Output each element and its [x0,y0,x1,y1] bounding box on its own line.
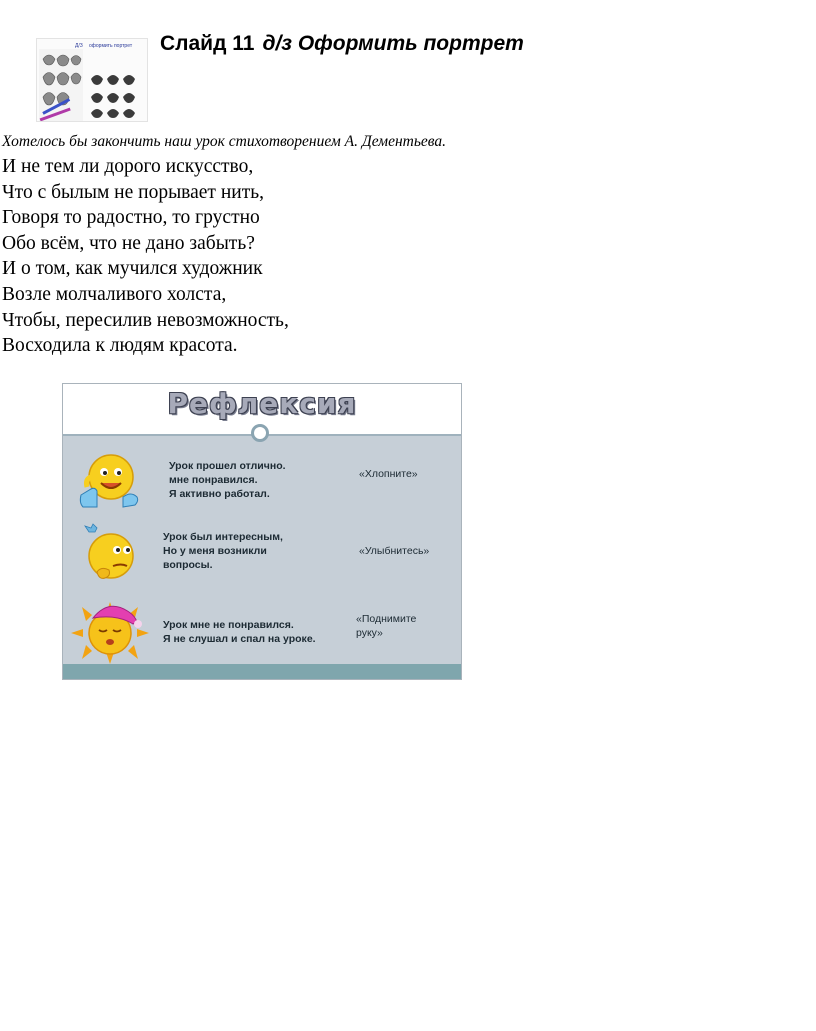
poem-line: И не тем ли дорого искусство, [2,156,254,177]
slide-number-label: Слайд 11 [160,32,255,55]
poem-line: И о том, как мучился художник [2,258,263,280]
reflection-row-excellent [63,447,461,517]
thumbnail-header-left: Д/З [75,43,83,49]
reflection-row-questions [63,522,461,592]
sleeping-sun-icon [65,596,155,668]
row-action: «Хлопните» [359,468,418,480]
statement-line: Я активно работал. [169,488,270,500]
row-statement [163,618,316,646]
poem [2,154,289,359]
action-line: руку» [356,627,383,639]
statement-line: Урок был интересным, [163,531,283,543]
hairstyle-sketches-icon [37,39,148,122]
reflection-row-disliked [63,596,461,666]
row-action [356,612,416,640]
reflection-title: Рефлексия [167,387,357,420]
thumbnail-header-right: оформить портрет [89,43,133,49]
row-action: «Улыбнитесь» [359,545,430,557]
poem-line: Что с былым не порывает нить, [2,181,264,203]
statement-line: вопросы. [163,559,213,571]
thinking-smiley-icon [73,522,149,590]
statement-line: Я не слушал и спал на уроке. [163,633,316,645]
homework-label: д/з Оформить портрет [262,32,524,55]
statement-line: Урок мне не понравился. [163,619,294,631]
poem-line: Возле молчаливого холста, [2,283,227,305]
homework-slide-thumbnail [36,38,148,122]
row-statement [163,530,283,572]
intro-text: Хотелось бы закончить наш урок стихотворением А. Дементьева. [2,133,447,150]
poem-line: Восходила к людям красота. [2,335,238,357]
statement-line: мне понравился. [169,474,258,486]
poem-line: Обо всём, что не дано забыть? [2,232,255,254]
slide-heading [160,32,524,56]
reflection-slide [62,383,462,680]
poem-line: Чтобы, пересилив невозможность, [2,309,289,331]
ring-ornament [251,424,269,442]
bottom-band [63,664,461,679]
thumbs-up-smiley-icon [73,447,149,515]
row-statement [169,459,286,501]
statement-line: Но у меня возникли [163,545,267,557]
poem-line: Говоря то радостно, то грустно [2,207,260,229]
statement-line: Урок прошел отлично. [169,460,286,472]
action-line: «Поднимите [356,613,417,625]
